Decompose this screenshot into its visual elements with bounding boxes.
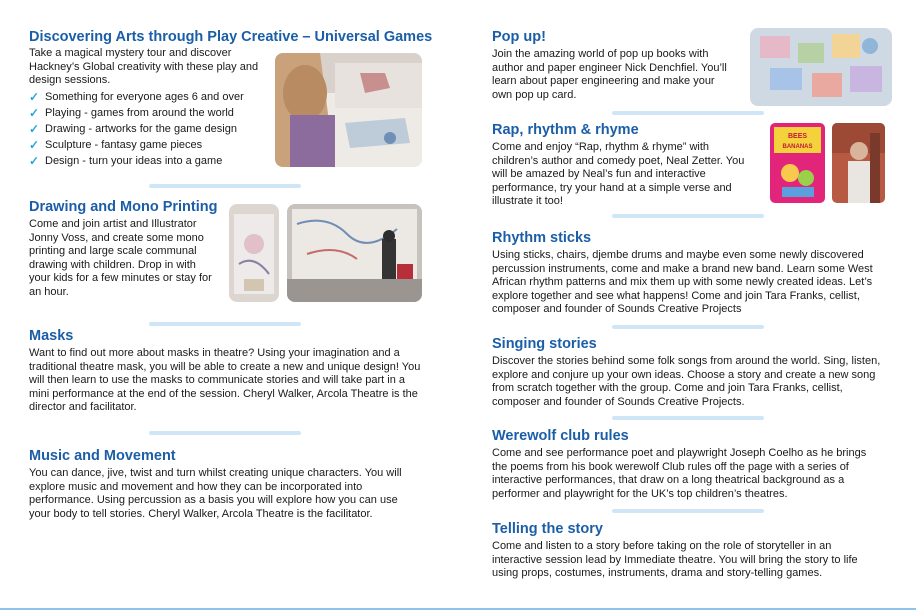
section-title: Rhythm sticks <box>492 230 592 246</box>
section-body: You can dance, jive, twist and turn whilst creating unique characters. You will explore music and movement and how they can be incorporated into performance. Using percussion as a basis you will explore how you can use your body to tell stories. Cheryl Walker, Arcola Theatre is the facilitator. <box>29 467 402 520</box>
check-icon: ✓ <box>29 153 40 168</box>
list-item: ✓ Something for everyone ages 6 and over <box>29 89 244 104</box>
section-werewolf <box>492 428 892 501</box>
list-item: ✓ Sculpture - fantasy game pieces <box>29 137 203 152</box>
list-item: ✓ Playing - games from around the world <box>29 105 234 120</box>
popup-book-photo <box>750 28 892 106</box>
poet-photo <box>832 123 885 203</box>
section-divider <box>612 214 764 218</box>
section-singing <box>492 336 892 409</box>
section-divider <box>612 416 764 420</box>
section-rhythm <box>492 230 892 317</box>
check-icon: ✓ <box>29 105 40 120</box>
section-title: Pop up! <box>492 29 546 45</box>
section-title: Werewolf club rules <box>492 428 629 444</box>
section-body: Come and join artist and Illustrator Jonny Voss, and create some mono printing and large scale communal drawing with children. Drop in with your kids for a few minutes or stay for an hour. <box>29 218 212 298</box>
section-title: Masks <box>29 328 74 344</box>
list-item: ✓ Design - turn your ideas into a game <box>29 153 223 168</box>
svg-text:BEES: BEES <box>787 133 808 140</box>
check-icon: ✓ <box>29 137 40 152</box>
section-divider <box>612 111 764 115</box>
section-masks <box>29 328 429 415</box>
section-body: Come and listen to a story before taking on the role of storyteller in an interactive session lead by Immediate theatre. You will bring the story to life using props, costumes, instruments, drama and story-telling games. <box>492 540 858 580</box>
section-music <box>29 448 429 521</box>
section-title: Rap, rhythm & rhyme <box>492 122 639 138</box>
list-item: ✓ Drawing - artworks for the game design <box>29 121 237 136</box>
svg-text:BANANAS: BANANAS <box>782 144 813 150</box>
section-body: Want to find out more about masks in theatre? Using your imagination and a traditional theatre mask, you will be able to create a new and unique design! You will then learn to use the masks to communicate stories and will take part in a mini performance at the end of the session. Cheryl Walker, Arcola Theatre is the director and facilitator. <box>29 347 421 414</box>
section-divider <box>149 431 301 435</box>
section-title: Drawing and Mono Printing <box>29 199 218 215</box>
children-drawing-photo <box>275 53 422 167</box>
section-title: Singing stories <box>492 336 597 352</box>
section-divider <box>149 184 301 188</box>
section-body: Come and enjoy “Rap, rhythm & rhyme” with children’s author and comedy poet, Neal Zetter. You will be amazed by Neal’s fun and interactive performance, try your hand at a simple verse and illustrate it too! <box>492 141 745 208</box>
check-icon: ✓ <box>29 121 40 136</box>
section-body: Join the amazing world of pop up books with author and paper engineer Nick Denchfiel. You’ll learn about paper engineering and make your own pop up card. <box>492 48 727 101</box>
section-title: Telling the story <box>492 521 603 537</box>
section-divider <box>612 325 764 329</box>
section-body: Using sticks, chairs, djembe drums and maybe even some newly discovered percussion instruments, come and make a brand new band. Learn some West African rhythm patterns and mix them up with some newly created ideas. Let’s explore together and see what happens! Come and join Tara Franks, cellist, composer and founder of Sounds Creative Projects <box>492 249 873 316</box>
bees-bananas-book-cover <box>770 123 825 203</box>
section-title: Discovering Arts through Play Creative – Universal Games <box>29 29 433 45</box>
section-divider <box>149 322 301 326</box>
drawing-photo-large <box>287 204 422 302</box>
section-telling <box>492 521 892 581</box>
check-icon: ✓ <box>29 89 40 104</box>
section-title: Music and Movement <box>29 448 176 464</box>
section-body: Take a magical mystery tour and discover Hackney’s Global creativity with these play and design sessions. <box>29 47 259 87</box>
drawing-photo-small <box>229 204 279 302</box>
section-body: Come and see performance poet and playwright Joseph Coelho as he brings the poems from his book werewolf Club rules off the page with a series of interactive performances, that draw on a long theatrical background as a performer and playwright for the UK’s top children’s theatres. <box>492 447 867 500</box>
section-divider <box>612 509 764 513</box>
section-body: Discover the stories behind some folk songs from around the world. Sing, listen, explore and conjure up your own ideas. Choose a story and create a new song from scratch together with the group. Come and join Tara Franks, cellist, composer and founder of Sounds Creative Projects. <box>492 355 881 408</box>
